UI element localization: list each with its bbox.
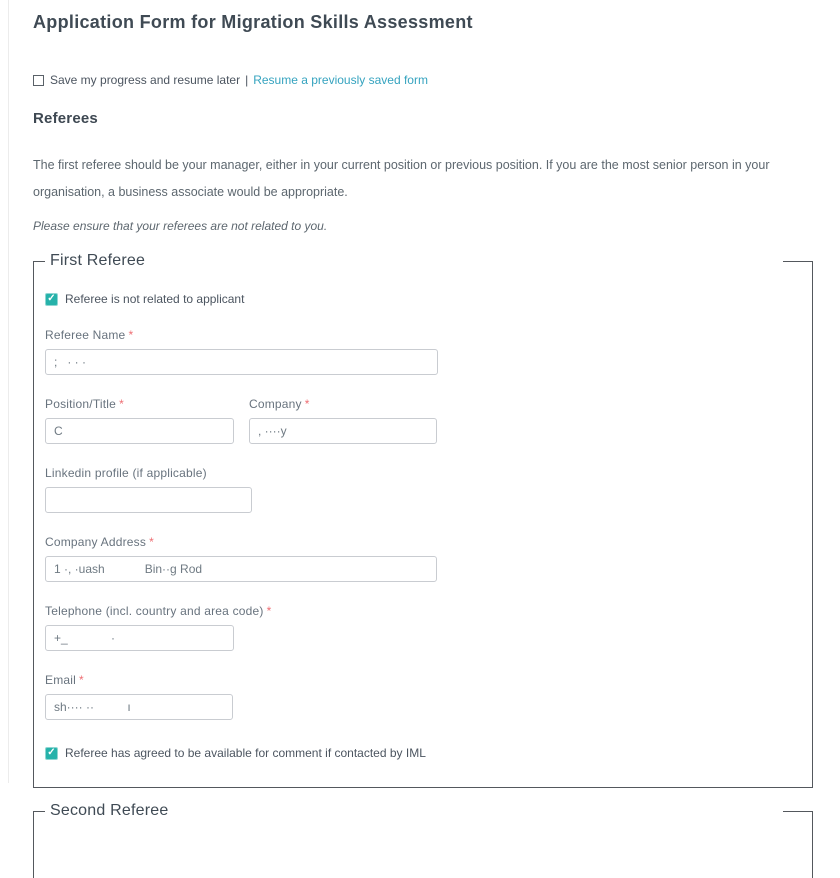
second-referee-legend: Second Referee (50, 802, 169, 819)
save-row-separator: | (245, 73, 249, 87)
agreed-checkbox[interactable] (45, 747, 58, 760)
telephone-label-text: Telephone (incl. country and area code) (45, 604, 264, 618)
company-group (249, 397, 437, 444)
referee-name-input[interactable] (45, 349, 438, 375)
position-title-input[interactable] (45, 418, 234, 444)
agreed-checkbox-row (45, 746, 798, 760)
company-label (249, 397, 437, 411)
email-label-text: Email (45, 673, 77, 687)
position-title-label (45, 397, 234, 411)
save-progress-row (33, 73, 810, 87)
referee-name-label (45, 328, 798, 342)
company-input[interactable] (249, 418, 437, 444)
linkedin-group (45, 466, 798, 513)
required-marker: * (79, 673, 84, 687)
referees-section-heading: Referees (33, 110, 98, 127)
company-label-text: Company (249, 397, 302, 411)
required-marker: * (149, 535, 154, 549)
resume-saved-form-link[interactable]: Resume a previously saved form (253, 73, 428, 87)
required-marker: * (128, 328, 134, 342)
company-address-input[interactable] (45, 556, 437, 582)
telephone-group (45, 604, 798, 651)
page-title: Application Form for Migration Skills Assessment (33, 12, 473, 32)
email-label (45, 673, 798, 687)
page-edge-divider (8, 0, 9, 783)
company-address-group (45, 535, 798, 582)
first-referee-fieldset (33, 252, 813, 788)
save-progress-label: Save my progress and resume later (50, 73, 241, 87)
position-title-group (45, 397, 234, 444)
linkedin-input[interactable] (45, 487, 252, 513)
not-related-checkbox-row (45, 292, 798, 306)
linkedin-label-text: Linkedin profile (if applicable) (45, 466, 207, 480)
referee-name-group (45, 328, 798, 375)
second-referee-fieldset (33, 802, 813, 878)
agreed-checkbox-label: Referee has agreed to be available for comment if contacted by IML (65, 746, 426, 760)
email-input[interactable] (45, 694, 233, 720)
referees-note: Please ensure that your referees are not related to you. (33, 219, 328, 233)
email-group (45, 673, 798, 720)
telephone-label (45, 604, 798, 618)
required-marker: * (304, 397, 310, 411)
not-related-checkbox[interactable] (45, 293, 58, 306)
required-marker: * (266, 604, 272, 618)
save-progress-checkbox[interactable] (33, 75, 44, 86)
company-address-label-text: Company Address (45, 535, 147, 549)
referees-description: The first referee should be your manager, either in your current position or previous position. If you are the most senior person in your organisation, a business associate would be appropriate. (33, 158, 770, 199)
position-company-row (45, 397, 798, 444)
check-icon: ✓ (47, 293, 56, 304)
required-marker: * (119, 397, 124, 411)
linkedin-label (45, 466, 798, 480)
telephone-input[interactable] (45, 625, 234, 651)
position-title-label-text: Position/Title (45, 397, 117, 411)
check-icon: ✓ (47, 747, 56, 758)
not-related-checkbox-label: Referee is not related to applicant (65, 292, 245, 306)
second-referee-body-cutoff (45, 824, 798, 864)
first-referee-legend: First Referee (50, 252, 146, 269)
company-address-label (45, 535, 798, 549)
referee-name-label-text: Referee Name (45, 328, 126, 342)
